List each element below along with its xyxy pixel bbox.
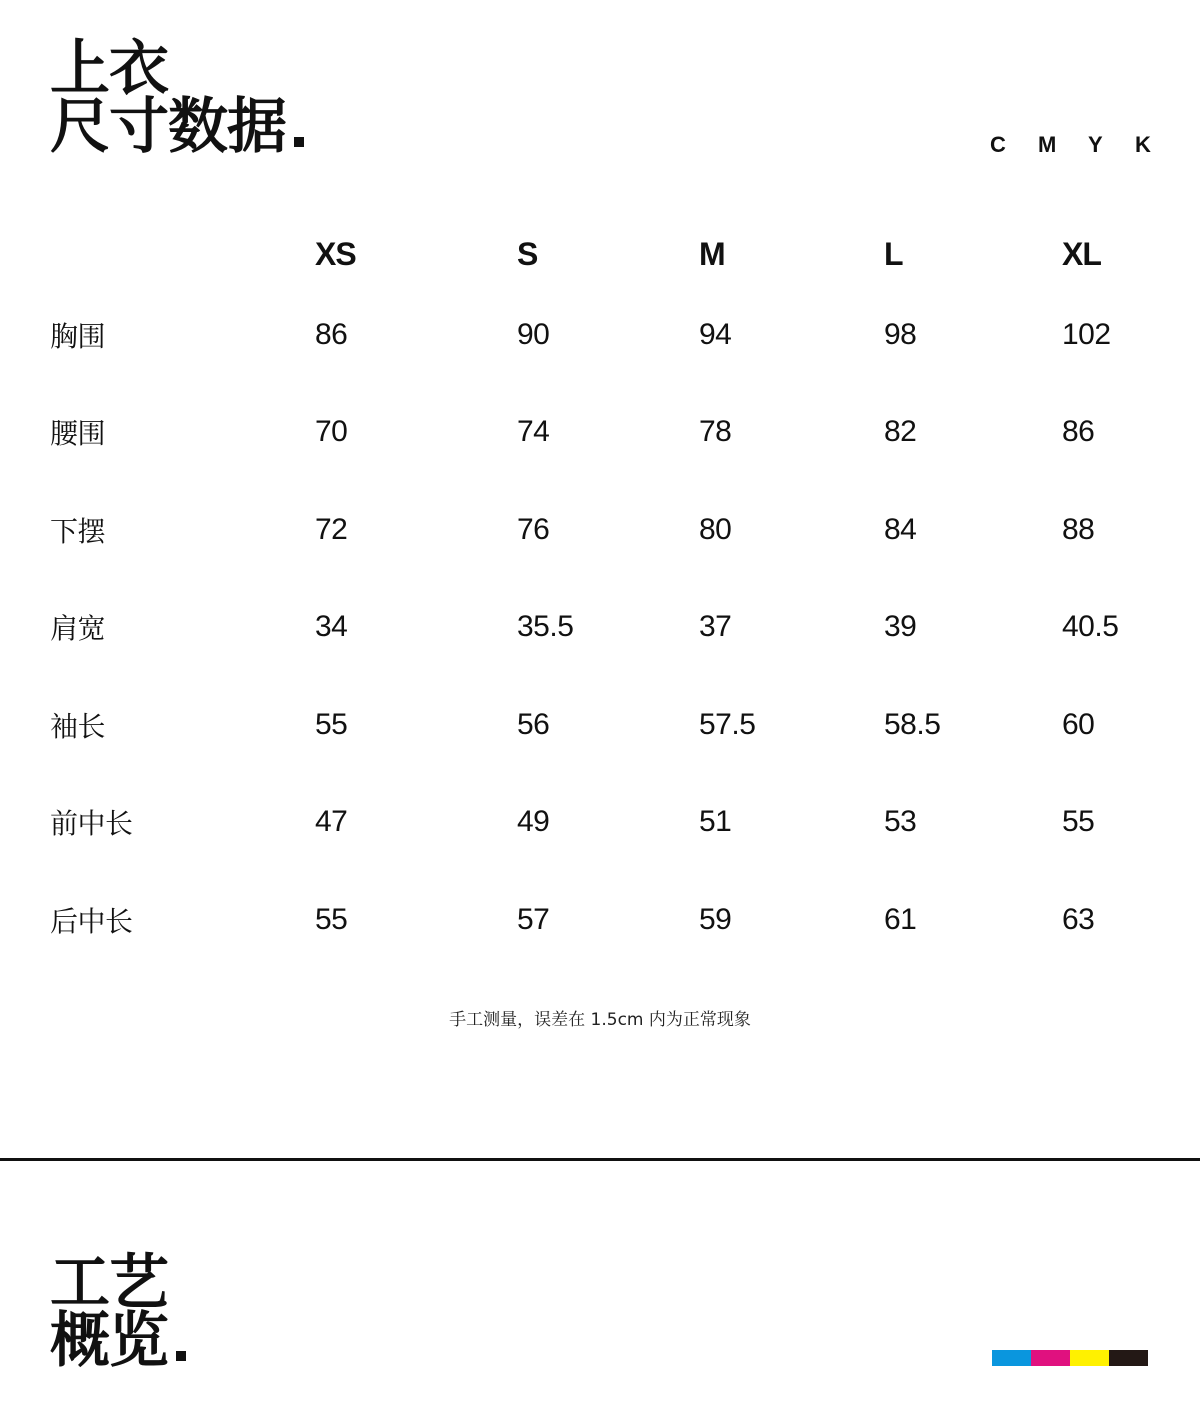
cmyk-y: Y (1088, 132, 1103, 157)
title-dot (294, 137, 304, 147)
table-cell: 39 (884, 610, 917, 644)
table-cell: 57 (517, 902, 550, 936)
title-line-2 (50, 92, 304, 162)
title-line-2-text: 尺寸数据 (50, 92, 286, 162)
table-cell: 60 (1062, 707, 1095, 741)
title-line-1: 上衣 (50, 34, 168, 104)
table-row (50, 384, 1170, 482)
table-cell: 55 (1062, 805, 1095, 839)
swatch-yellow (1070, 1350, 1109, 1366)
table-cell: 40.5 (1062, 610, 1119, 644)
table-cell: 35.5 (517, 610, 574, 644)
table-cell: 55 (315, 707, 348, 741)
header-xl: XL (1062, 235, 1101, 272)
table-row (50, 774, 1170, 872)
table-cell: 84 (884, 512, 917, 546)
table-cell: 59 (699, 902, 732, 936)
table-cell: 58.5 (884, 707, 941, 741)
table-cell: 55 (315, 902, 348, 936)
table-cell: 94 (699, 317, 732, 351)
table-cell: 57.5 (699, 707, 756, 741)
title-line-2 (50, 1306, 186, 1376)
table-cell: 80 (699, 512, 732, 546)
cmyk-c: C (990, 132, 1006, 157)
table-cell: 56 (517, 707, 550, 741)
row-label: 肩宽 (50, 612, 106, 646)
row-label: 袖长 (50, 709, 106, 743)
row-label: 下摆 (50, 514, 106, 548)
table-cell: 51 (699, 805, 732, 839)
row-label: 腰围 (50, 417, 106, 451)
table-cell: 63 (1062, 902, 1095, 936)
swatch-black (1109, 1350, 1148, 1366)
cmyk-m: M (1038, 132, 1057, 157)
table-row (50, 676, 1170, 774)
swatch-magenta (1031, 1350, 1070, 1366)
table-cell: 90 (517, 317, 550, 351)
table-cell: 37 (699, 610, 732, 644)
table-row (50, 871, 1170, 969)
row-label: 后中长 (50, 904, 133, 938)
table-cell: 53 (884, 805, 917, 839)
table-cell: 102 (1062, 317, 1111, 351)
header-m: M (699, 235, 725, 272)
table-cell: 78 (699, 415, 732, 449)
table-cell: 49 (517, 805, 550, 839)
table-cell: 61 (884, 902, 917, 936)
table-row (50, 579, 1170, 677)
title-line-1: 工艺 (50, 1248, 168, 1318)
table-cell: 76 (517, 512, 550, 546)
cmyk-swatch-bar (992, 1350, 1148, 1366)
table-row (50, 481, 1170, 579)
header-xs: XS (315, 235, 356, 272)
table-row (50, 286, 1170, 384)
header-s: S (517, 235, 538, 272)
measurement-note: 手工测量，误差在 1.5cm 内为正常现象 (449, 1010, 751, 1030)
section-divider (0, 1158, 1200, 1161)
table-cell: 47 (315, 805, 348, 839)
header-blank (50, 222, 315, 286)
table-cell: 98 (884, 317, 917, 351)
table-cell: 86 (1062, 415, 1095, 449)
row-label: 胸围 (50, 319, 106, 353)
swatch-cyan (992, 1350, 1031, 1366)
craft-overview-title (50, 1248, 186, 1376)
table-cell: 72 (315, 512, 348, 546)
title-dot (176, 1351, 186, 1361)
title-line-2-text: 概览 (50, 1306, 168, 1376)
size-table (50, 222, 1170, 969)
cmyk-k: K (1135, 132, 1151, 157)
table-cell: 70 (315, 415, 348, 449)
table-cell: 34 (315, 610, 348, 644)
table-cell: 74 (517, 415, 550, 449)
header-l: L (884, 235, 903, 272)
table-cell: 88 (1062, 512, 1095, 546)
size-header-row (50, 222, 1170, 286)
table-cell: 82 (884, 415, 917, 449)
table-cell: 86 (315, 317, 348, 351)
row-label: 前中长 (50, 807, 133, 841)
size-data-title (50, 34, 304, 162)
